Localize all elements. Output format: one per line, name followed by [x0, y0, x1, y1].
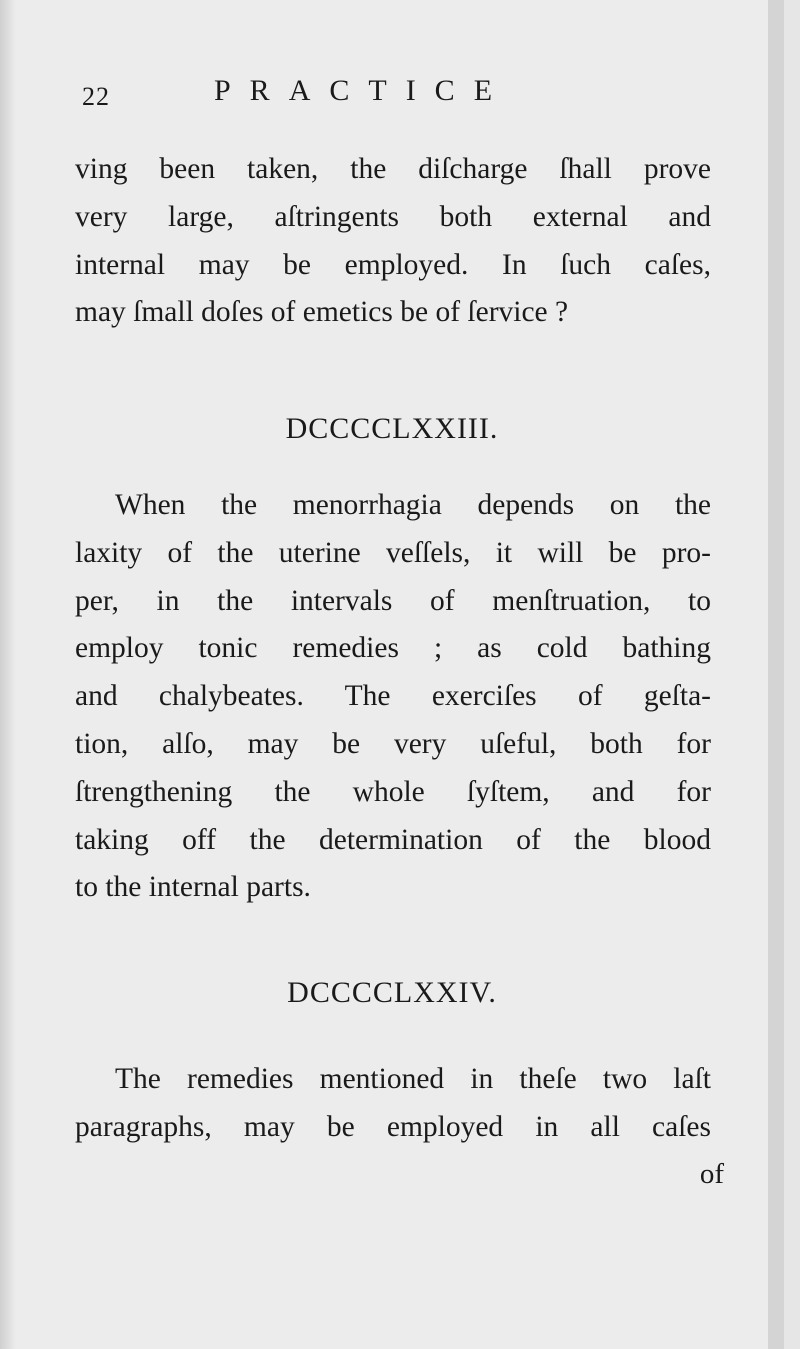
text-line: laxity of the uterine veſſels, it will be pro-	[75, 536, 711, 569]
text-line: ſtrengthening the whole ſyſtem, and for	[75, 775, 711, 808]
text-line: taking off the determination of the blood	[75, 823, 711, 856]
paragraph	[75, 482, 711, 912]
paragraph-continuation	[75, 146, 711, 337]
text-line: internal may be employed. In ſuch caſes,	[75, 248, 711, 281]
section-heading: DCCCCLXXIV.	[287, 976, 497, 1009]
text-line: may ſmall doſes of emetics be of ſervice ?	[75, 296, 569, 329]
section-heading: DCCCCLXXIII.	[285, 412, 499, 445]
running-title: PRACTICE	[214, 74, 512, 107]
text-line: and chalybeates. The exerciſes of geſta-	[75, 680, 711, 713]
page-header	[0, 74, 784, 118]
page-edge	[768, 0, 784, 1349]
text-line: to the internal parts.	[75, 871, 311, 904]
text-line: very large, aſtringents both external and	[75, 200, 711, 233]
text-line: per, in the intervals of menſtruation, to	[75, 584, 711, 617]
page-number: 22	[82, 82, 110, 111]
page-gutter-shadow	[0, 0, 16, 1349]
text-line: The remedies mentioned in theſe two laſt	[115, 1063, 711, 1095]
text-line: ving been taken, the diſcharge ſhall prove	[75, 153, 711, 185]
text-line: employ tonic remedies ; as cold bathing	[75, 632, 711, 665]
paragraph	[75, 1056, 711, 1152]
text-line: paragraphs, may be employed in all caſes	[75, 1110, 711, 1143]
catchword: of	[699, 1158, 724, 1190]
text-line: When the menorrhagia depends on the	[115, 489, 711, 521]
text-line: tion, alſo, may be very uſeful, both for	[75, 727, 711, 760]
